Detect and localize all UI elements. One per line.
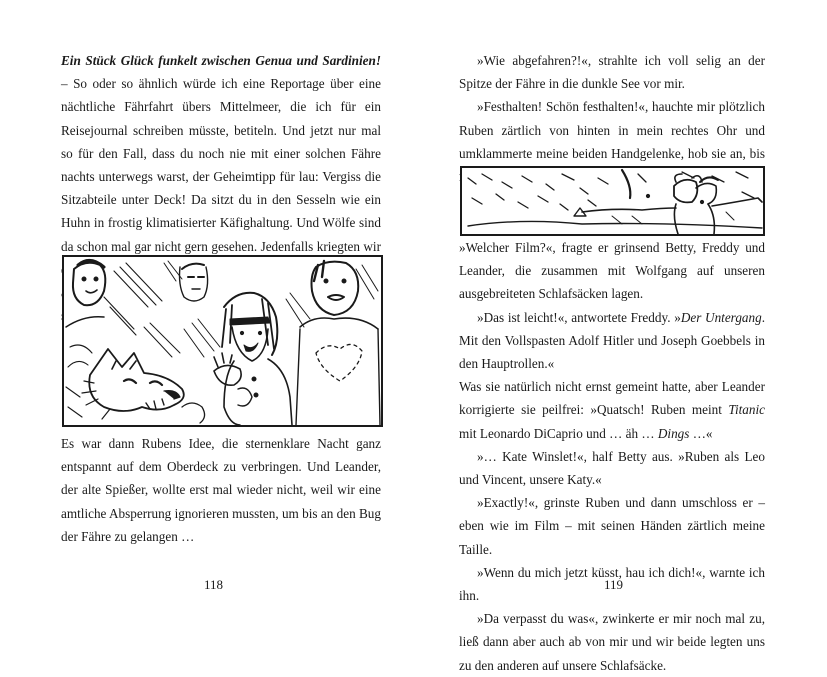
paragraph: »Wie abgefahren?!«, strahlte ich voll selig an der Spitze der Fähre in die dunkle See vor mir. — [459, 53, 765, 92]
paragraph: »Exactly!«, grinste Ruben und dann umschloss er – eben wie im Film – mit seinen Händen zärtlich meine Taille. — [459, 495, 765, 557]
page-number-right: 119 — [604, 577, 624, 592]
left-text-bottom — [61, 432, 381, 548]
paragraph: »Festhalten! Schön festhalten!«, hauchte mir plötzlich Ruben zärtlich von hinten in mein rechtes Ohr und umklammerte meine beiden Handgelenke, hob sie an, bis — [459, 99, 765, 161]
bold-italic-lead: Ein Stück Glück funkelt zwischen Genua und Sardinien! — [61, 53, 381, 68]
paragraph: »Da verpasst du was«, zwinkerte er mir noch mal zu, ließ dann aber auch ab von mir und wir beide legten uns zu den anderen auf unsere Schlafsäcke. — [459, 611, 765, 673]
page-number-left: 118 — [204, 577, 224, 592]
paragraph: Was sie natürlich nicht ernst gemeint hatte, aber Leander korrigierte sie peilfrei: »Quatsch! Ruben meint Titanic mit Leonardo DiCaprio und … äh … Dings …« — [459, 379, 765, 441]
right-text-bottom — [459, 236, 765, 677]
paragraph: Es war dann Rubens Idee, die sternenklare Nacht ganz entspannt auf dem Oberdeck zu verbringen. Und Leander, der alte Spießer, wollte erst mal wieder nicht, weil wir eine amtliche Absperrung ignorieren mussten, um bis an den Bug der Fähre zu gelangen … — [61, 436, 381, 544]
paragraph-rest: – So oder so ähnlich würde ich eine Reportage über eine nächtliche Fährfahrt übers Mittelmeer, die ich für ein Reisejournal schreiben müsste, betiteln. Und jetzt nur mal so für den Fall, dass du noch nie mit einer solchen Fähre nachts unterwegs warst, der Geheimtipp für lau: Vergiss die Sitzabteile unter Deck! Da sitzt du in den Sesseln wie ein Huhn in frostig klimatisierter Käfighaltung. Und Wölfe sind da schon mal gar nicht gern gesehen. Jedenfalls kriegten wir — [61, 76, 381, 254]
paragraph: »Wenn du mich jetzt küsst, hau ich dich!«, warnte ich ihn. — [459, 564, 765, 604]
paragraph: »Welcher Film?«, fragte er grinsend Betty, Freddy und Leander, die zusammen mit Wolfgang auf unseren ausgebreiteten Schlafsäcken lagen. — [459, 240, 765, 302]
right-page — [459, 0, 765, 673]
paragraph: »Das ist leicht!«, antwortete Freddy. »Der Untergang. Mit den Vollspasten Adolf Hitler und Joseph Goebbels in den Hauptrollen.« — [459, 309, 765, 372]
left-page — [61, 0, 381, 648]
paragraph: »… Kate Winslet!«, half Betty aus. »Ruben als Leo und Vincent, unsere Katy.« — [459, 448, 765, 488]
illustration-wolf-cabin — [62, 255, 383, 427]
illustration-ferry-bow — [460, 166, 765, 236]
